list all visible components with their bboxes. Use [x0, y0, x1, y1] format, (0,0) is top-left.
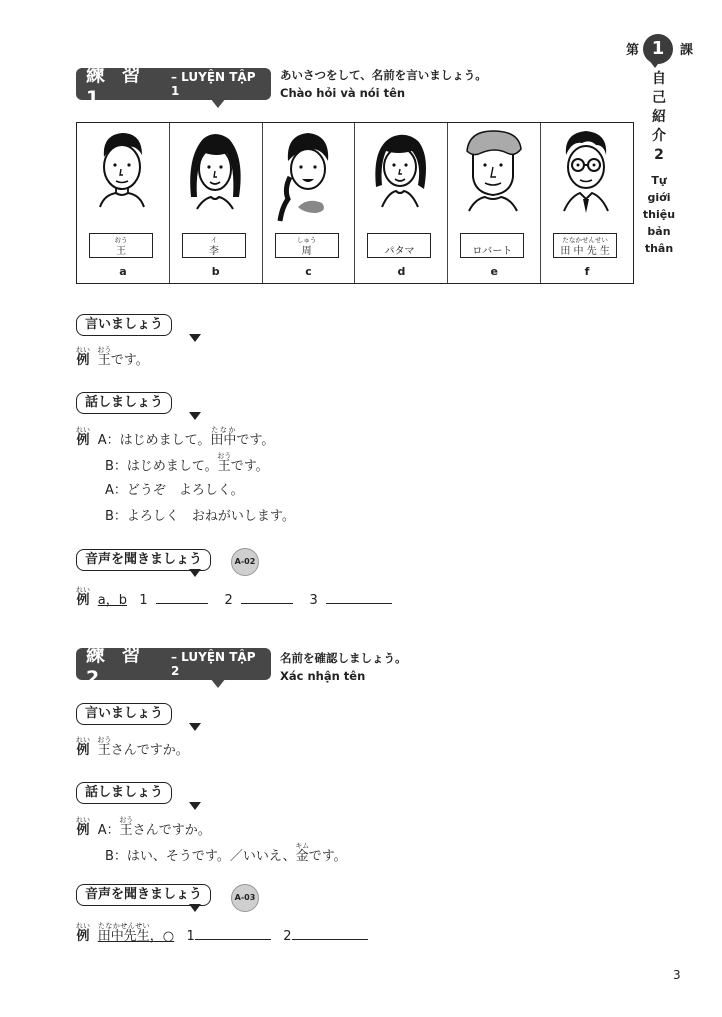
lesson-title-char: 己 — [652, 90, 666, 106]
lesson-title-char: 2 — [654, 147, 664, 163]
face-letter: c — [305, 265, 312, 278]
example-answer: a，b — [97, 593, 127, 608]
exercise-2-vn: – LUYỆN TẬP 2 — [170, 650, 256, 678]
label-hanashimashou-2 — [76, 782, 172, 804]
lesson-title-vn — [636, 172, 682, 257]
face-illustration-d — [368, 127, 432, 213]
question-number: 3 — [309, 593, 318, 608]
label-iimashou-1 — [76, 314, 172, 336]
name-text: 周 — [301, 246, 312, 257]
dialog-text: A：はじめまして。 — [97, 433, 211, 448]
lesson-title-vn-line: thân — [644, 242, 674, 255]
exercise-2-badge — [76, 643, 271, 689]
answer-blank-2[interactable] — [241, 589, 293, 604]
furigana-word: 王おう — [119, 816, 134, 838]
ex1-say-example — [76, 346, 149, 372]
furigana-word: 田中たなか — [210, 426, 237, 448]
dialog-text: A： — [97, 823, 120, 838]
furigana-word: 田中先生たなかせんせい — [97, 922, 150, 944]
ex1-dialog-line-2 — [105, 452, 269, 478]
dialog-text: です。 — [236, 433, 275, 448]
face-letter: a — [119, 265, 127, 278]
lesson-number-badge: 1 — [643, 34, 673, 64]
question-number: 2 — [224, 593, 233, 608]
face-letter: b — [211, 265, 220, 278]
ex1-dialog-line-1 — [76, 426, 274, 452]
name-card-c — [275, 233, 339, 258]
dialog-text: B：はじめまして。 — [105, 459, 218, 474]
name-furigana: おう — [114, 236, 128, 244]
lesson-title-char: 紹 — [652, 109, 666, 125]
bubble-text: 話しましょう — [85, 785, 164, 800]
face-illustration-f — [554, 127, 618, 213]
exercise-1-jp: 練 習 1 — [86, 63, 146, 109]
ex2-listen-answers — [76, 922, 368, 948]
exercise-1-instructions — [280, 66, 487, 102]
label-hanashimashou-1 — [76, 392, 172, 414]
face-illustration-c — [276, 127, 340, 223]
name-text: パタマ — [384, 246, 415, 257]
page-number: 3 — [673, 968, 681, 982]
ex1-listen-answers — [76, 586, 392, 612]
lesson-title-char: 介 — [652, 128, 666, 144]
face-illustration-e — [461, 127, 525, 213]
exercise-2-instructions — [280, 649, 407, 685]
label-kikimashou-2 — [76, 884, 211, 906]
audio-cd-icon[interactable]: A-02 — [231, 548, 259, 576]
bubble-text: 音声を聞きましょう — [85, 552, 203, 567]
audio-cd-icon[interactable]: A-03 — [231, 884, 259, 912]
rei-label: 例れい — [76, 816, 90, 838]
rei-label: 例れい — [76, 346, 90, 368]
face-illustration-b — [183, 127, 247, 213]
lesson-ka: 課 — [680, 43, 694, 58]
exercise-1-badge — [76, 63, 271, 109]
ex2-say-example — [76, 736, 189, 762]
lesson-header — [626, 34, 698, 64]
bubble-tail — [189, 412, 201, 420]
question-number: 1 — [186, 929, 195, 944]
furigana-word: 王おう — [97, 736, 112, 758]
bubble-text: 言いましょう — [85, 317, 164, 332]
furigana-word: 金キム — [295, 842, 310, 864]
face-letter: e — [490, 265, 498, 278]
name-card-b — [182, 233, 246, 258]
dialog-text: さんですか。 — [132, 823, 211, 838]
label-iimashou-2 — [76, 703, 172, 725]
answer-blank-3[interactable] — [326, 589, 392, 604]
exercise-2-jp: 練 習 2 — [86, 643, 146, 689]
face-cell-b — [170, 123, 263, 283]
name-card-f — [553, 233, 617, 258]
instruction-jp: 名前を確認しましょう。 — [280, 651, 407, 665]
lesson-title-vn-line: Tự — [651, 174, 667, 187]
face-cell-f — [541, 123, 633, 283]
name-text: 李 — [208, 246, 219, 257]
exercise-1-vn: – LUYỆN TẬP 1 — [170, 70, 256, 98]
question-number: 2 — [283, 929, 292, 944]
face-letter: f — [584, 265, 590, 278]
lesson-title-char: 自 — [652, 71, 666, 87]
badge-tail — [210, 98, 226, 108]
bubble-tail — [189, 904, 201, 912]
dialog-text: です。 — [230, 459, 269, 474]
face-cell-c — [263, 123, 356, 283]
face-cell-e — [448, 123, 541, 283]
name-card-e — [460, 233, 524, 258]
lesson-badge-tail — [649, 60, 661, 68]
bubble-text: 言いましょう — [85, 706, 164, 721]
label-kikimashou-1 — [76, 549, 211, 571]
lesson-dai: 第 — [626, 43, 640, 58]
face-illustration-a — [90, 127, 154, 213]
instruction-jp: あいさつをして、名前を言いましょう。 — [280, 68, 487, 82]
ex1-dialog-line-3: A：どうぞ よろしく。 — [105, 483, 244, 498]
badge-tail — [210, 678, 226, 688]
lesson-title-vn-line: giới — [647, 191, 671, 204]
ex2-dialog-line-1 — [76, 816, 211, 842]
bubble-text: 話しましょう — [85, 395, 164, 410]
ex1-dialog-line-4: B：よろしく おねがいします。 — [105, 509, 295, 524]
sentence-rest: です。 — [110, 353, 149, 368]
name-card-a — [89, 233, 153, 258]
name-furigana: しゅう — [296, 236, 317, 244]
name-furigana: イ — [210, 236, 218, 244]
character-faces-box — [76, 122, 634, 284]
name-text: 王 — [116, 246, 126, 257]
furigana-word: 王おう — [217, 452, 232, 474]
bubble-text: 音声を聞きましょう — [85, 887, 203, 902]
name-card-d — [367, 233, 431, 258]
face-cell-a — [77, 123, 170, 283]
question-number: 1 — [139, 593, 148, 608]
rei-label: 例れい — [76, 736, 90, 758]
instruction-vn: Xác nhận tên — [280, 669, 366, 683]
bubble-tail — [189, 802, 201, 810]
face-cell-d — [355, 123, 448, 283]
rei-label: 例れい — [76, 426, 90, 448]
dialog-text: です。 — [308, 849, 347, 864]
ex2-dialog-line-2 — [105, 842, 347, 868]
sentence-rest: さんですか。 — [110, 743, 189, 758]
name-text: 田 中 先 生 — [560, 246, 610, 257]
lesson-title-vn-line: thiệu — [642, 208, 676, 221]
lesson-title-vertical — [646, 70, 672, 165]
furigana-word: 王おう — [97, 346, 112, 368]
rei-label: 例れい — [76, 586, 90, 608]
answer-blank-1[interactable] — [156, 589, 208, 604]
answer-blank-2[interactable] — [292, 925, 368, 940]
face-letter: d — [397, 265, 406, 278]
name-furigana: たなかせんせい — [562, 236, 608, 244]
bubble-tail — [189, 569, 201, 577]
example-answer: 田中先生たなかせんせい，○ — [97, 922, 175, 944]
name-text: ロバート — [472, 246, 513, 257]
instruction-vn: Chào hỏi và nói tên — [280, 86, 406, 100]
answer-blank-1[interactable] — [195, 925, 271, 940]
bubble-tail — [189, 334, 201, 342]
lesson-title-vn-line: bản — [647, 225, 671, 238]
rei-label: 例れい — [76, 922, 90, 944]
bubble-tail — [189, 723, 201, 731]
dialog-text: B：はい、そうです。／いいえ、 — [105, 849, 296, 864]
